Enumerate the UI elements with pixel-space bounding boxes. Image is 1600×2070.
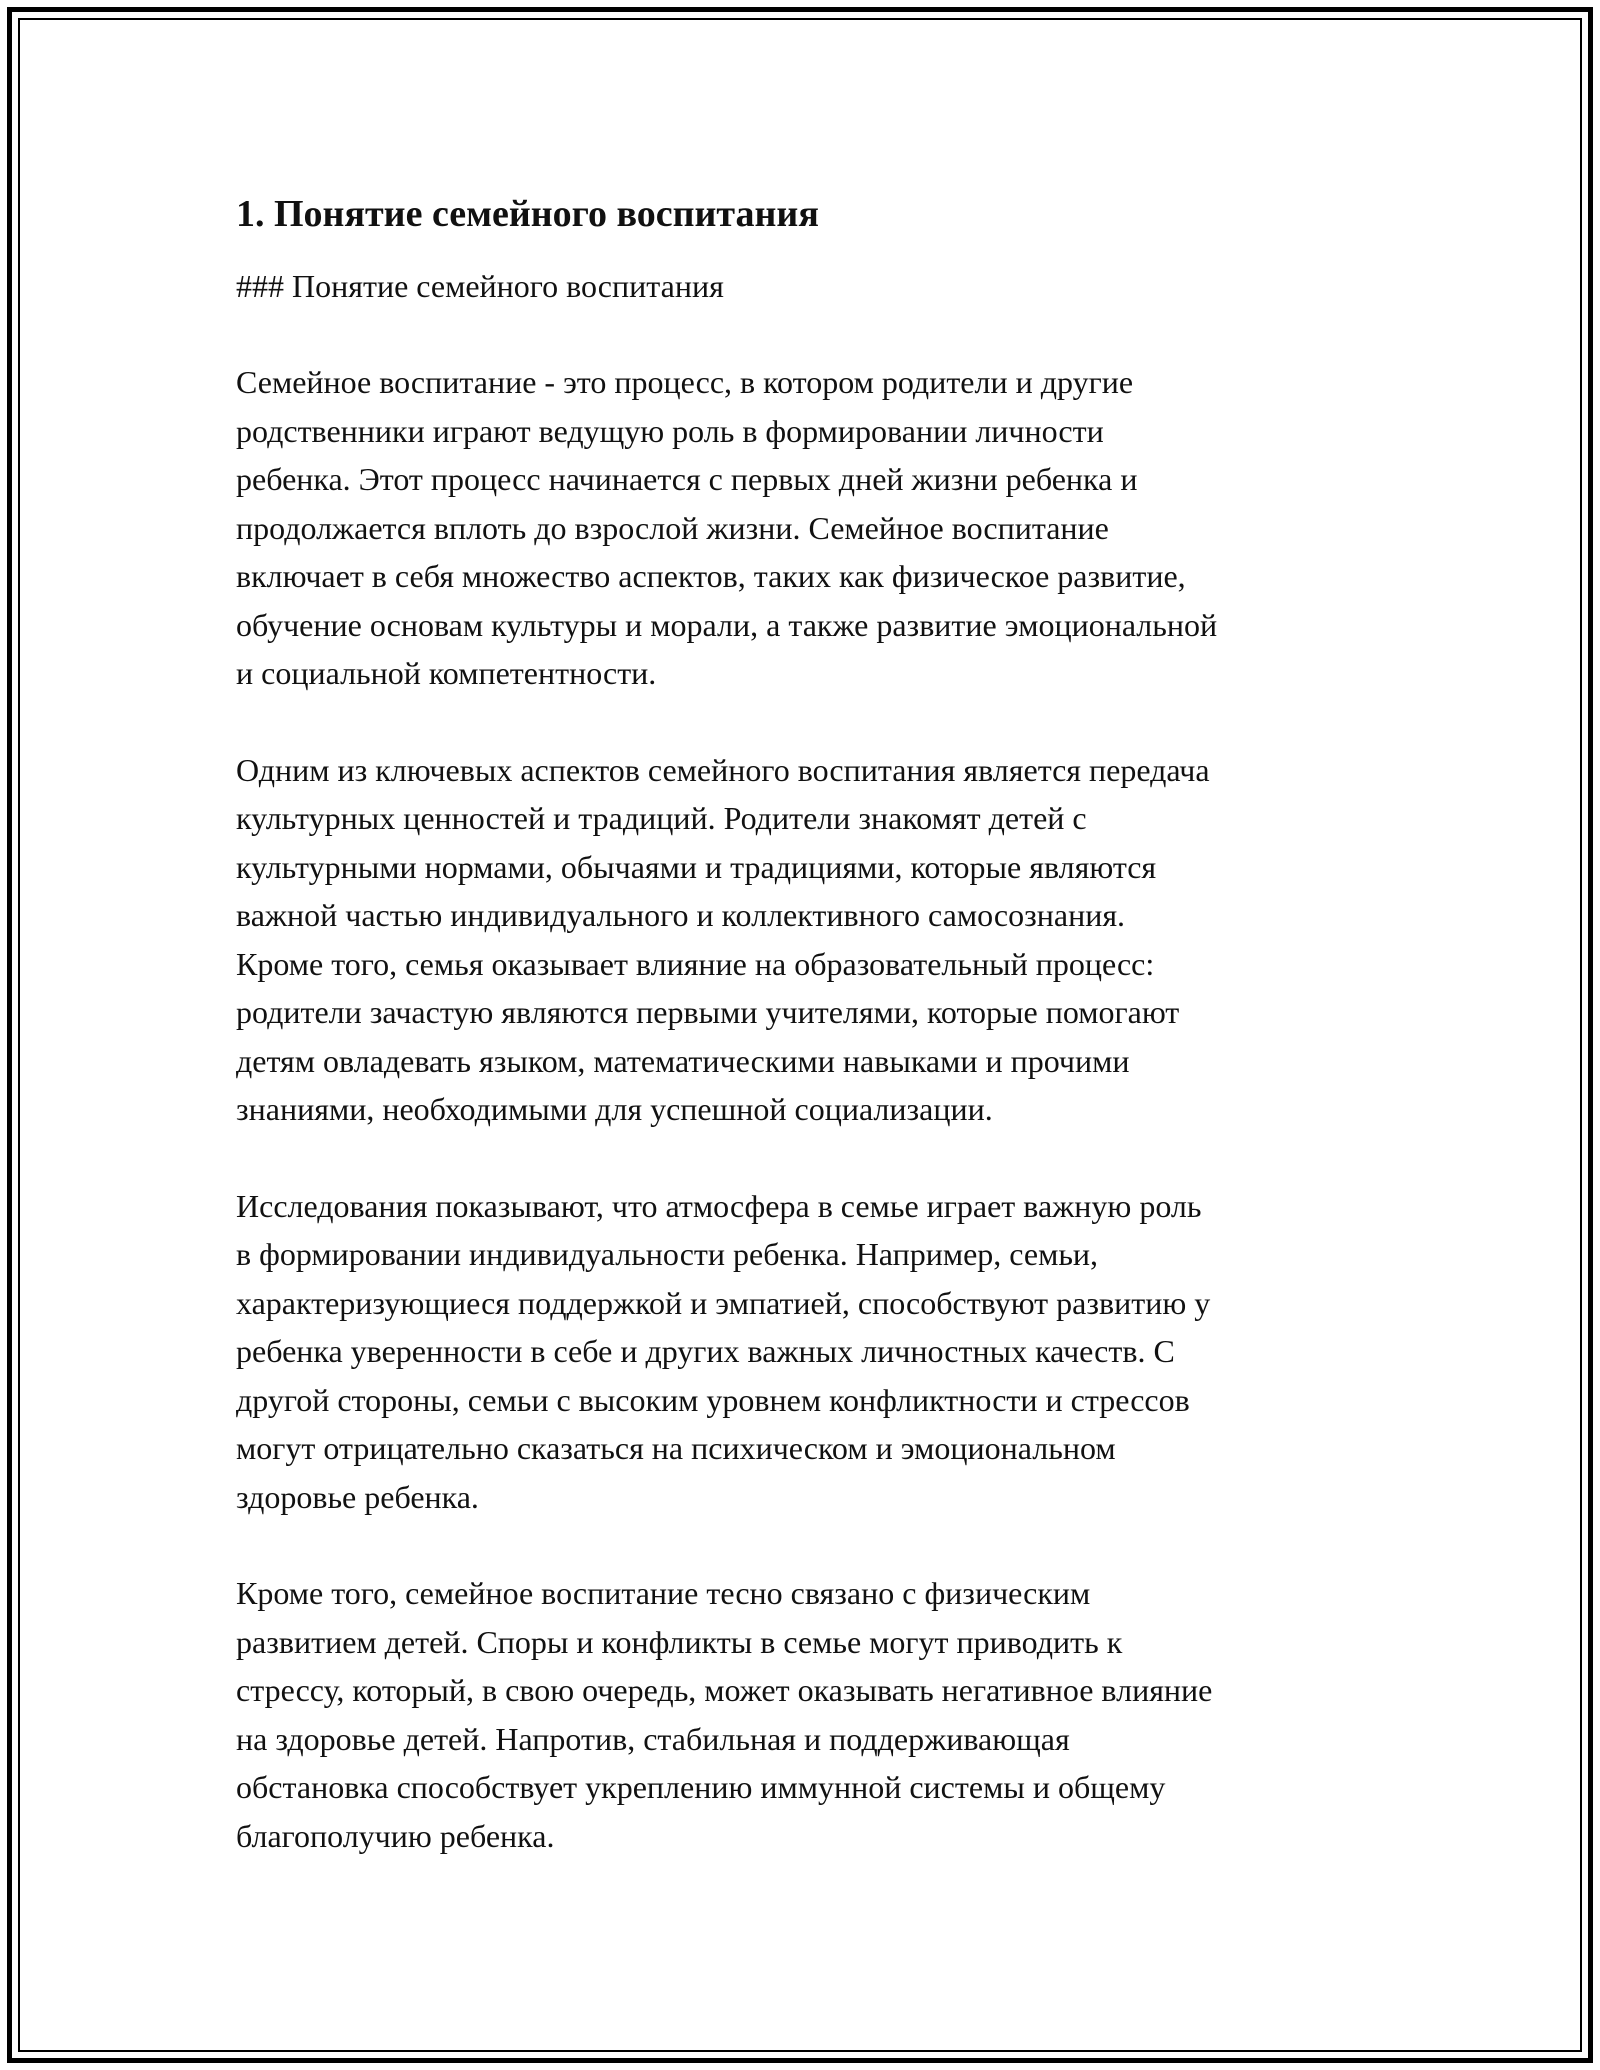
markdown-subheading: ### Понятие семейного воспитания xyxy=(236,268,724,304)
paragraph-4: Кроме того, семейное воспитание тесно связано с физическим развитием детей. Споры и конфликты в семье могут приводить к стрессу, который, в свою очередь, может оказывать негативное влияние на здоровье детей. Напротив, стабильная и поддерживающая обстановка способствует укреплению иммунной системы и общему благополучию ребенка. xyxy=(236,1575,1213,1854)
section-heading: 1. Понятие семейного воспитания xyxy=(236,193,819,235)
paragraph-3: Исследования показывают, что атмосфера в семье играет важную роль в формировании индивидуальности ребенка. Например, семьи, характеризующиеся поддержкой и эмпатией, способствуют развитию у ребенка уверенности в себе и других важных личностных качеств. С другой стороны, семьи с высоким уровнем конфликтности и стрессов могут отрицательно сказаться на психическом и эмоциональном здоровье ребенка. xyxy=(236,1187,1211,1515)
paragraph-1: Семейное воспитание - это процесс, в котором родители и другие родственники играют ведущую роль в формировании личности ребенка. Этот процесс начинается с первых дней жизни ребенка и продолжается вплоть до взрослой жизни. Семейное воспитание включает в себя множество аспектов, таких как физическое развитие, обучение основам культуры и морали, а также развитие эмоциональной и социальной компетентности. xyxy=(236,364,1218,691)
document-body xyxy=(236,186,1376,1860)
paragraph-2: Одним из ключевых аспектов семейного воспитания является передача культурных ценностей и традиций. Родители знакомят детей с культурными нормами, обычаями и традициями, которые являются важной частью индивидуального и коллективного самосознания. Кроме того, семья оказывает влияние на образовательный процесс: родители зачастую являются первыми учителями, которые помогают детям овладевать языком, математическими навыками и прочими знаниями, необходимыми для успешной социализации. xyxy=(236,751,1210,1127)
